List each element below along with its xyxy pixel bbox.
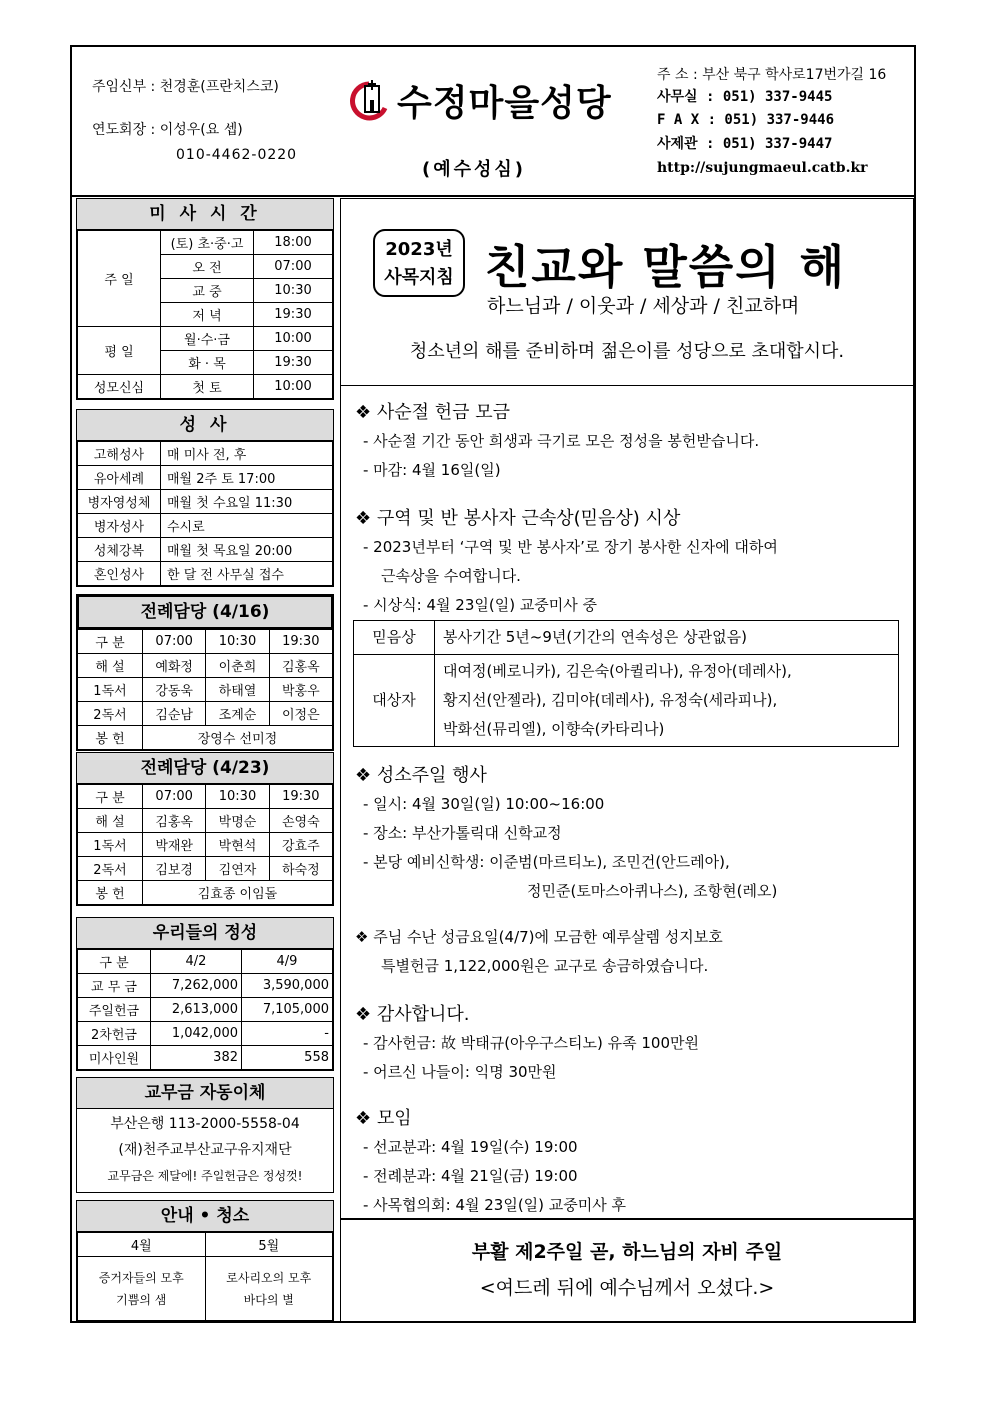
website-link[interactable]: http://sujungmaeul.catb.kr [657, 160, 868, 176]
council-president: 연도회장 : 이성우(요 셉) [92, 122, 243, 138]
offering-title: 우리들의 정성 [77, 918, 333, 949]
sacraments-box [76, 409, 334, 587]
mass-times-title: 미 사 시 간 [77, 199, 333, 230]
account-holder: (재)천주교부산교구유지재단 [118, 1142, 292, 1158]
pastoral-banner [340, 198, 914, 386]
sunday-title: 부활 제2주일 곧, 하느님의 자비 주일 [471, 1241, 783, 1263]
notice-goodfriday: ❖ 주님 수난 성금요일(4/7)에 모금한 예루살렘 성지보호 특별헌금 1,122,000원은 교구로 송금하였습니다. [355, 928, 723, 975]
parish-patron: (예수성심) [422, 159, 527, 180]
pastoral-badge: 2023년 사목지침 [373, 229, 465, 297]
liturgy-416-title: 전례담당 (4/16) [77, 595, 333, 629]
council-phone: 010-4462-0220 [176, 147, 298, 163]
award-table: 믿음상 봉사기간 5년~9년(기간의 연속성은 상관없음) 대상자 대여정(베로니카), 김은숙(아퀼리나), 유정아(데레사), 황지선(안젤라), 김미야(데레사), 유정숙(세라피나), 박화선(뮤리엘), 이향숙(카타리나) [353, 620, 899, 747]
fax: F A X : 051) 337-9446 [657, 112, 835, 128]
sacraments-table: 고해성사 매 미사 전, 후 유아세례 매월 2주 토 17:00 병자영성체 매월 첫 수요일 11:30 병자성사 수시로 성체강복 매월 첫 목요일 20:00 혼인성사 한 달 전 사무실 접수 [77, 441, 333, 586]
autopay-title: 교무금 자동이체 [77, 1078, 333, 1109]
parish-logo [347, 75, 612, 125]
notice-award: ❖ 구역 및 반 봉사자 근속상(믿음상) 시상 - 2023년부터 ‘구역 및 반 봉사자’로 장기 봉사한 신자에 대하여 근속상을 수여합니다. - 시상식: 4월 23일(일) 교중미사 중 [355, 508, 778, 614]
offering-box [76, 917, 334, 1071]
rectory-phone: 사제관 : 051) 337-9447 [657, 136, 833, 152]
notices-box [340, 386, 914, 1323]
mass-times-table: 주 일 (토) 초·중·고 18:00 오 전 07:00 교 중 10:30 저 녁 19:30 평 일 월·수·금 10:00 화 · 목 19:30 성모신심 첫 토 10:00 [77, 230, 333, 399]
guide-box [76, 1200, 334, 1321]
guide-title: 안내 • 청소 [77, 1201, 333, 1232]
guide-table: 4월 5월 증거자들의 모후 기쁨의 샘 로사리오의 모후 바다의 별 [77, 1232, 333, 1322]
mass-times-box [76, 198, 334, 400]
gospel-phrase: <여드레 뒤에 예수님께서 오셨다.> [479, 1277, 775, 1299]
liturgy-423-title: 전례담당 (4/23) [77, 753, 333, 784]
liturgy-423-table: 구 분 07:00 10:30 19:30 해 설 김홍옥 박명순 손영숙 1독서 박재완 박현석 강효주 2독서 김보경 김연자 하숙정 봉 헌 김효종 이임돌 [77, 784, 333, 905]
office-phone: 사무실 : 051) 337-9445 [657, 89, 833, 105]
year-slogan: 친교와 말씀의 해 [485, 240, 847, 294]
liturgy-416-table: 구 분 07:00 10:30 19:30 해 설 예화정 이춘희 김홍옥 1독서 강동욱 하태열 박홍우 2독서 김순남 조계순 이정은 봉 헌 장영수 선미정 [77, 629, 333, 750]
parish-name: 수정마을성당 [397, 82, 612, 124]
notice-meetings: ❖ 모임 - 선교분과: 4월 19일(수) 19:00 - 전례분과: 4월 21일(금) 19:00 - 사목협의회: 4월 23일(일) 교중미사 후 [355, 1108, 627, 1214]
notice-thanks: ❖ 감사합니다. - 감사헌금: 故 박태규(아우구스티노) 유족 100만원 - 어르신 나들이: 익명 30만원 [355, 1004, 699, 1081]
notice-lent: ❖ 사순절 헌금 모금 - 사순절 기간 동안 희생과 극기로 모은 정성을 봉헌받습니다. - 마감: 4월 16일(일) [355, 402, 760, 479]
weekday-label: 평 일 [78, 327, 161, 375]
offering-table: 구 분 4/2 4/9 교 무 금 7,262,000 3,590,000 주일헌금 2,613,000 7,105,000 2차헌금 1,042,000 - 미사인원 382 558 [77, 949, 333, 1070]
autopay-box [76, 1077, 334, 1193]
liturgy-423-box [76, 752, 334, 906]
sacraments-title: 성 사 [77, 410, 333, 441]
address: 주 소 : 부산 북구 학사로17번가길 16 [657, 67, 887, 83]
church-logo-icon [347, 78, 391, 122]
sunday-footer [341, 1218, 913, 1322]
autopay-note: 교무금은 제달에! 주일헌금은 정성껏! [107, 1169, 303, 1183]
slogan-subtitle: 하느님과 / 이웃과 / 세상과 / 친교하며 [487, 295, 800, 317]
bank-account: 부산은행 113-2000-5558-04 [110, 1116, 300, 1132]
pastor: 주임신부 : 천경훈(프란치스코) [92, 79, 279, 95]
bulletin-header [72, 47, 914, 197]
bulletin-page [70, 45, 916, 1323]
notice-vocation: ❖ 성소주일 행사 - 일시: 4월 30일(일) 10:00~16:00 - 장소: 부산가톨릭대 신학교정 - 본당 예비신학생: 이준범(마르티노), 조민건(안드레아), 정민준(토마스아퀴나스), 조항현(레오) [355, 765, 778, 900]
youth-invite: 청소년의 해를 준비하며 젊은이를 성당으로 초대합시다. [409, 341, 845, 362]
sunday-label: 주 일 [78, 231, 161, 327]
liturgy-416-box [76, 594, 334, 751]
